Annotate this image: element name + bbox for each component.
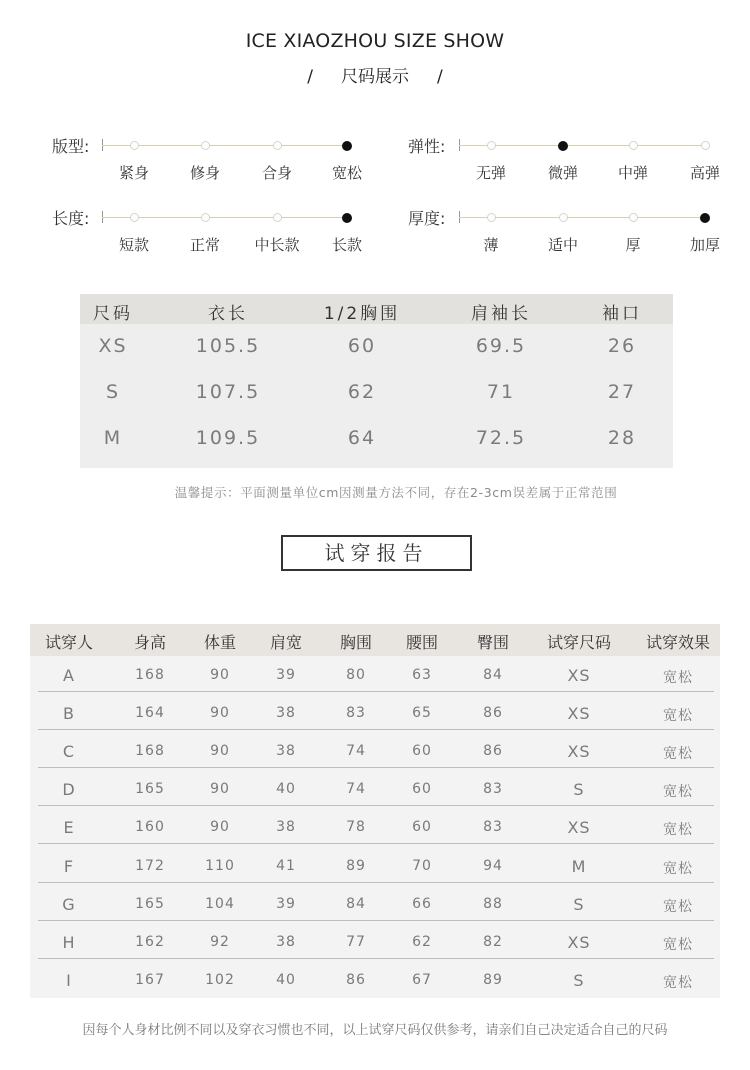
size-cell: 109.5 bbox=[195, 427, 261, 449]
tryon-cell: S bbox=[573, 894, 585, 914]
tryon-cell: 63 bbox=[412, 667, 432, 683]
tryon-cell: 83 bbox=[483, 819, 503, 836]
scale-option: 中弹 bbox=[617, 164, 648, 182]
tryon-cell: F bbox=[63, 856, 75, 876]
tryon-cell: 38 bbox=[276, 705, 296, 722]
option-dot bbox=[701, 141, 710, 150]
scale-label-length: 长度: bbox=[52, 209, 90, 228]
size-cell: 105.5 bbox=[195, 335, 261, 357]
tryon-cell: 67 bbox=[412, 971, 432, 988]
size-cell: 64 bbox=[347, 427, 377, 449]
size-header-cell: 衣长 bbox=[208, 304, 248, 324]
tryon-cell: 74 bbox=[346, 743, 366, 760]
tryon-cell: G bbox=[62, 894, 76, 914]
tryon-cell: 84 bbox=[346, 895, 366, 912]
size-cell: 60 bbox=[347, 335, 377, 357]
tryon-note: 因每个人身材比例不同以及穿衣习惯也不同，以上试穿尺码仅供参考，请亲们自己决定适合自己的尺码 bbox=[82, 1023, 668, 1038]
scale-option: 薄 bbox=[483, 236, 499, 254]
tryon-header-cell: 肩宽 bbox=[269, 633, 302, 652]
tryon-cell: 172 bbox=[135, 857, 165, 874]
tryon-cell: 宽松 bbox=[663, 708, 693, 725]
tryon-cell: 168 bbox=[135, 667, 165, 683]
size-header-cell: 袖口 bbox=[602, 304, 642, 324]
tryon-cell: 38 bbox=[276, 819, 296, 836]
scale-label-elasticity: 弹性: bbox=[408, 137, 446, 156]
tryon-cell: 167 bbox=[135, 971, 165, 988]
option-dot bbox=[487, 141, 496, 150]
tryon-cell: 70 bbox=[412, 857, 432, 874]
subtitle-left-slash: / bbox=[307, 67, 313, 87]
option-dot bbox=[487, 213, 496, 222]
scale-option: 正常 bbox=[189, 236, 220, 254]
tryon-cell: 89 bbox=[346, 857, 366, 874]
scale-option: 无弹 bbox=[475, 164, 506, 182]
scale-track-length bbox=[102, 217, 347, 218]
tryon-cell: 80 bbox=[346, 667, 366, 683]
tryon-cell: S bbox=[573, 780, 585, 800]
option-dot bbox=[130, 141, 139, 150]
row-divider bbox=[38, 843, 714, 844]
scale-option: 适中 bbox=[547, 236, 578, 254]
tryon-cell: 宽松 bbox=[663, 860, 693, 877]
tryon-cell: 168 bbox=[135, 743, 165, 760]
tryon-cell: 宽松 bbox=[663, 746, 693, 763]
tryon-cell: 90 bbox=[210, 705, 230, 722]
tryon-cell: 38 bbox=[276, 743, 296, 760]
tryon-cell: 165 bbox=[135, 781, 165, 798]
tryon-cell: A bbox=[63, 666, 75, 685]
tryon-cell: 60 bbox=[412, 781, 432, 798]
scale-option: 长款 bbox=[331, 236, 362, 254]
size-cell: 69.5 bbox=[475, 335, 527, 357]
size-header-cell: 尺码 bbox=[93, 304, 133, 324]
tryon-cell: 39 bbox=[276, 895, 296, 912]
size-cell: 72.5 bbox=[475, 427, 527, 449]
tryon-cell: 宽松 bbox=[663, 936, 693, 953]
tryon-header-cell: 腰围 bbox=[405, 633, 438, 652]
tryon-cell: 92 bbox=[210, 933, 230, 950]
size-cell: 28 bbox=[607, 427, 637, 449]
tryon-header-cell: 试穿效果 bbox=[645, 633, 710, 652]
tryon-cell: XS bbox=[567, 704, 591, 724]
scale-option: 加厚 bbox=[689, 236, 720, 254]
scale-option: 厚 bbox=[625, 236, 641, 254]
tryon-cell: XS bbox=[567, 666, 591, 685]
selected-dot bbox=[558, 141, 568, 151]
scale-option: 宽松 bbox=[331, 164, 362, 182]
scale-option: 高弹 bbox=[689, 164, 720, 182]
tryon-cell: 39 bbox=[276, 667, 296, 683]
option-dot bbox=[201, 141, 210, 150]
option-dot bbox=[629, 141, 638, 150]
tryon-cell: 89 bbox=[483, 971, 503, 988]
subtitle-text: 尺码展示 bbox=[341, 67, 409, 87]
row-divider bbox=[38, 882, 714, 883]
selected-dot bbox=[700, 213, 710, 223]
size-header-cell: 肩袖长 bbox=[471, 304, 531, 324]
tryon-cell: XS bbox=[567, 818, 591, 838]
tryon-cell: 宽松 bbox=[663, 822, 693, 839]
tryon-header-cell: 臀围 bbox=[476, 633, 509, 652]
row-divider bbox=[38, 958, 714, 959]
tryon-cell: C bbox=[62, 742, 76, 762]
scale-track-elasticity bbox=[459, 145, 705, 146]
scale-option: 合身 bbox=[261, 164, 292, 182]
size-cell: 107.5 bbox=[195, 381, 261, 403]
size-cell: S bbox=[105, 381, 121, 403]
tryon-cell: 40 bbox=[276, 781, 296, 798]
option-dot bbox=[559, 213, 568, 222]
tryon-cell: 110 bbox=[205, 857, 235, 874]
scale-option: 短款 bbox=[118, 236, 149, 254]
option-dot bbox=[273, 213, 282, 222]
subtitle-right-slash: / bbox=[437, 67, 443, 87]
tryon-cell: 90 bbox=[210, 743, 230, 760]
tryon-cell: B bbox=[63, 704, 75, 724]
tryon-cell: 90 bbox=[210, 667, 230, 683]
tryon-cell: 90 bbox=[210, 819, 230, 836]
row-divider bbox=[38, 767, 714, 768]
scale-label-thickness: 厚度: bbox=[408, 209, 446, 228]
tryon-cell: 65 bbox=[412, 705, 432, 722]
tryon-cell: 60 bbox=[412, 819, 432, 836]
size-cell: 71 bbox=[486, 381, 516, 403]
tryon-cell: 宽松 bbox=[663, 670, 693, 686]
selected-dot bbox=[342, 141, 352, 151]
tryon-cell: 40 bbox=[276, 971, 296, 988]
size-header-cell: 1/2胸围 bbox=[323, 304, 401, 324]
tryon-cell: 78 bbox=[346, 819, 366, 836]
tryon-cell: 94 bbox=[483, 857, 503, 874]
tryon-cell: 165 bbox=[135, 895, 165, 912]
tryon-cell: 88 bbox=[483, 895, 503, 912]
tryon-cell: H bbox=[62, 932, 76, 952]
tryon-cell: 83 bbox=[346, 705, 366, 722]
tryon-cell: 82 bbox=[483, 933, 503, 950]
tryon-cell: XS bbox=[567, 932, 591, 952]
scale-track-fit bbox=[102, 145, 347, 146]
tryon-cell: 90 bbox=[210, 781, 230, 798]
tryon-cell: 60 bbox=[412, 743, 432, 760]
tryon-cell: 86 bbox=[346, 971, 366, 988]
option-dot bbox=[130, 213, 139, 222]
tryon-cell: 38 bbox=[276, 933, 296, 950]
tryon-cell: M bbox=[571, 856, 587, 876]
row-divider bbox=[38, 729, 714, 730]
measure-note: 温馨提示：平面测量单位cm因测量方法不同，存在2-3cm误差属于正常范围 bbox=[174, 485, 618, 500]
tryon-cell: E bbox=[63, 818, 75, 838]
tryon-cell: 77 bbox=[346, 933, 366, 950]
tryon-cell: XS bbox=[567, 742, 591, 762]
tryon-cell: 66 bbox=[412, 895, 432, 912]
scale-label-fit: 版型: bbox=[52, 137, 90, 156]
tryon-cell: 162 bbox=[135, 933, 165, 950]
scale-option: 微弹 bbox=[547, 164, 578, 182]
tryon-cell: 宽松 bbox=[663, 974, 693, 991]
tryon-cell: 41 bbox=[276, 857, 296, 874]
option-dot bbox=[273, 141, 282, 150]
tryon-cell: 86 bbox=[483, 743, 503, 760]
selected-dot bbox=[342, 213, 352, 223]
tryon-header-cell: 试穿人 bbox=[44, 633, 93, 652]
tryon-cell: 160 bbox=[135, 819, 165, 836]
size-cell: M bbox=[103, 427, 123, 449]
page-title: ICE XIAOZHOU SIZE SHOW bbox=[245, 30, 505, 52]
scale-option: 中长款 bbox=[254, 236, 300, 254]
tryon-cell: 宽松 bbox=[663, 898, 693, 915]
tryon-cell: 104 bbox=[205, 895, 235, 912]
report-title: 试穿报告 bbox=[281, 535, 472, 571]
page-subtitle bbox=[0, 62, 750, 87]
size-cell: 62 bbox=[347, 381, 377, 403]
tryon-header-cell: 胸围 bbox=[339, 633, 372, 652]
row-divider bbox=[38, 691, 714, 692]
size-cell: 27 bbox=[607, 381, 637, 403]
row-divider bbox=[38, 920, 714, 921]
tryon-cell: 102 bbox=[205, 971, 235, 988]
size-cell: XS bbox=[98, 335, 128, 357]
row-divider bbox=[38, 805, 714, 806]
scale-option: 修身 bbox=[189, 164, 220, 182]
scale-track-thickness bbox=[459, 217, 705, 218]
option-dot bbox=[629, 213, 638, 222]
tryon-header-cell: 身高 bbox=[133, 633, 166, 652]
tryon-cell: 83 bbox=[483, 781, 503, 798]
tryon-cell: 宽松 bbox=[663, 784, 693, 801]
tryon-cell: 84 bbox=[483, 667, 503, 683]
tryon-cell: 164 bbox=[135, 705, 165, 722]
size-cell: 26 bbox=[607, 335, 637, 357]
tryon-cell: 74 bbox=[346, 781, 366, 798]
tryon-cell: 62 bbox=[412, 933, 432, 950]
scale-option: 紧身 bbox=[118, 164, 149, 182]
tryon-header-cell: 试穿尺码 bbox=[546, 633, 611, 652]
tryon-header-cell: 体重 bbox=[203, 633, 236, 652]
tryon-cell: I bbox=[66, 970, 72, 990]
option-dot bbox=[201, 213, 210, 222]
tryon-cell: S bbox=[573, 970, 585, 990]
tryon-cell: D bbox=[62, 780, 76, 800]
tryon-cell: 86 bbox=[483, 705, 503, 722]
